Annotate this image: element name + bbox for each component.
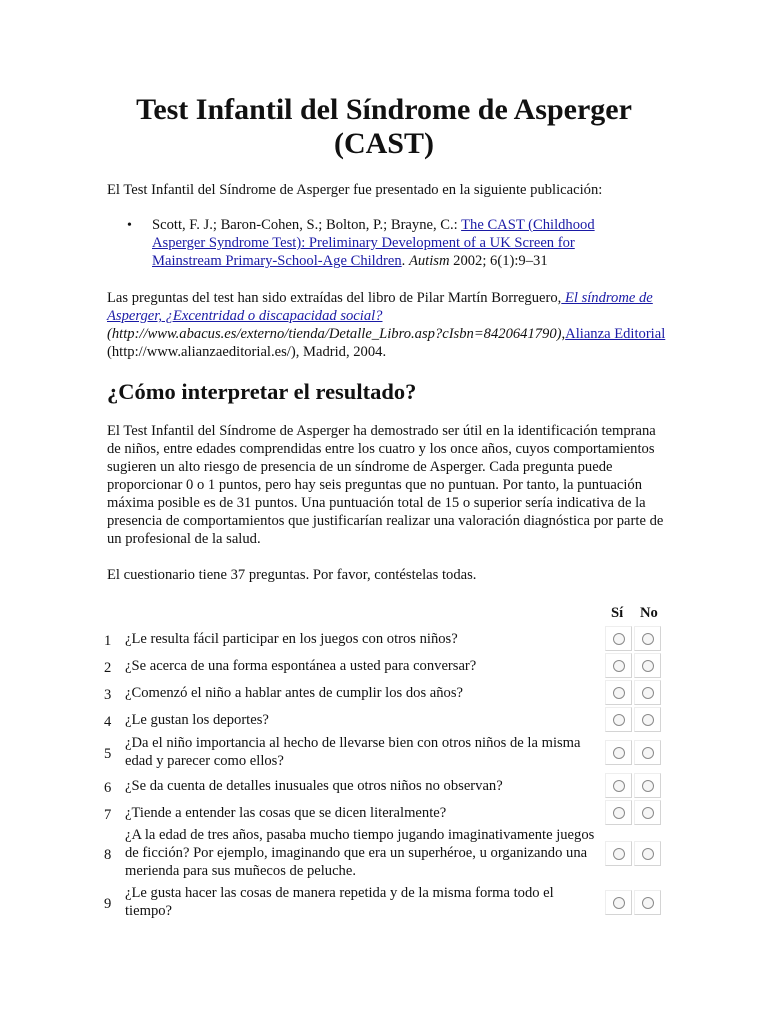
question-row — [0, 826, 768, 880]
question-number: 6 — [104, 780, 112, 796]
yes-cell — [605, 626, 632, 651]
interpretation-paragraph: El Test Infantil del Síndrome de Asperger ha demostrado ser útil en la identificación temprana de niños, entre edades comprendidas entre los cuatro y los once años, cuyos comportamientos sugieren un alto riesgo de presencia de un síndrome de Asperger. Cada pregunta puede proporcionar 0 o 1 puntos, pero hay seis preguntas que no puntuan. Por tanto, la puntuación máxima posible es de 31 puntos. Una puntuación total de 15 o superior sería indicativa de la presencia de comportamientos que justificarían realizar una valoración diagnóstica por parte de un profesional de la salud. — [107, 423, 664, 547]
source-paragraph: Las preguntas del test han sido extraídas del libro de Pilar Martín Borreguero, El síndrome de Asperger, ¿Excentridad o discapacidad social? (http://www.abacus.es/externo/tienda/Detalle_Libro.asp?cIsbn=8420641790),Alianza Editorial (http://www.alianzaeditorial.es/), Madrid, 2004. — [107, 290, 666, 360]
question-row — [0, 707, 768, 732]
question-row — [0, 680, 768, 705]
question-number: 3 — [104, 687, 112, 703]
question-row — [0, 773, 768, 798]
intro-paragraph: El Test Infantil del Síndrome de Asperger fue presentado en la siguiente publicación: — [107, 182, 603, 198]
reference-entry: Scott, F. J.; Baron-Cohen, S.; Bolton, P.; Brayne, C.: The CAST (Childhood Asperger Syndrome Test): Preliminary Development of a UK Screen for Mainstream Primary-School-Age Children. Autism 2002; 6(1):9–31 — [152, 217, 595, 269]
no-cell — [634, 653, 661, 678]
question-text: ¿Comenzó el niño a hablar antes de cumplir los dos años? — [125, 685, 463, 701]
question-text: ¿Le gustan los deportes? — [125, 712, 269, 728]
yes-cell — [605, 773, 632, 798]
section-heading: ¿Cómo interpretar el resultado? — [107, 379, 417, 404]
no-radio-button[interactable] — [642, 660, 654, 672]
question-number: 7 — [104, 807, 112, 823]
book-link[interactable]: El síndrome de Asperger, ¿Excentridad o discapacidad social? — [107, 290, 653, 324]
yes-column-header: Sí — [611, 605, 624, 621]
no-cell — [634, 626, 661, 651]
no-radio-button[interactable] — [642, 714, 654, 726]
reference-journal: Autism — [408, 253, 450, 269]
no-radio-button[interactable] — [642, 897, 654, 909]
yes-radio-button[interactable] — [613, 897, 625, 909]
question-row — [0, 884, 768, 920]
question-number: 1 — [104, 633, 112, 649]
yes-radio-button[interactable] — [613, 714, 625, 726]
question-row — [0, 653, 768, 678]
yes-radio-button[interactable] — [613, 780, 625, 792]
publisher-link[interactable]: Alianza Editorial — [565, 326, 666, 342]
yes-cell — [605, 680, 632, 705]
question-number: 8 — [104, 847, 112, 863]
publisher-url: (http://www.alianzaeditorial.es/), Madrid, 2004. — [107, 344, 387, 360]
yes-radio-button[interactable] — [613, 660, 625, 672]
reference-details: 2002; 6(1):9–31 — [449, 253, 548, 269]
question-text: ¿Se da cuenta de detalles inusuales que otros niños no observan? — [125, 778, 503, 794]
question-row — [0, 734, 768, 770]
no-radio-button[interactable] — [642, 633, 654, 645]
yes-cell — [605, 800, 632, 825]
page-title: Test Infantil del Síndrome de Asperger (CAST) — [136, 93, 632, 160]
question-text: ¿Le gusta hacer las cosas de manera repetida y de la misma forma todo el tiempo? — [125, 885, 554, 919]
yes-cell — [605, 841, 632, 866]
no-radio-button[interactable] — [642, 807, 654, 819]
question-number: 9 — [104, 896, 112, 912]
question-text: ¿A la edad de tres años, pasaba mucho tiempo jugando imaginativamente juegos de ficción? Por ejemplo, imaginando que era un superhéroe, u organizando una merienda para sus muñecos de peluche. — [125, 827, 595, 879]
yes-cell — [605, 707, 632, 732]
yes-radio-button[interactable] — [613, 687, 625, 699]
no-cell — [634, 707, 661, 732]
no-cell — [634, 740, 661, 765]
no-cell — [634, 841, 661, 866]
reference-authors: Scott, F. J.; Baron-Cohen, S.; Bolton, P.; Brayne, C.: — [152, 217, 462, 233]
question-text: ¿Da el niño importancia al hecho de llevarse bien con otros niños de la misma edad y parecer como ellos? — [125, 735, 581, 769]
yes-cell — [605, 653, 632, 678]
no-cell — [634, 890, 661, 915]
yes-radio-button[interactable] — [613, 807, 625, 819]
book-url: (http://www.abacus.es/externo/tienda/Detalle_Libro.asp?cIsbn=8420641790) — [107, 326, 562, 342]
question-text: ¿Le resulta fácil participar en los juegos con otros niños? — [125, 631, 458, 647]
question-row — [0, 626, 768, 651]
no-radio-button[interactable] — [642, 747, 654, 759]
no-radio-button[interactable] — [642, 780, 654, 792]
yes-cell — [605, 890, 632, 915]
question-row — [0, 800, 768, 825]
yes-radio-button[interactable] — [613, 747, 625, 759]
question-number: 2 — [104, 660, 112, 676]
bullet-icon: • — [127, 218, 132, 233]
no-column-header: No — [640, 605, 658, 621]
reference-link[interactable]: The CAST (Childhood Asperger Syndrome Test): Preliminary Development of a UK Screen for Mainstream Primary-School-Age Children — [152, 217, 595, 269]
no-cell — [634, 800, 661, 825]
yes-radio-button[interactable] — [613, 848, 625, 860]
no-radio-button[interactable] — [642, 848, 654, 860]
no-cell — [634, 773, 661, 798]
yes-cell — [605, 740, 632, 765]
yes-radio-button[interactable] — [613, 633, 625, 645]
no-radio-button[interactable] — [642, 687, 654, 699]
question-count-text: El cuestionario tiene 37 preguntas. Por favor, contéstelas todas. — [107, 567, 477, 583]
question-text: ¿Tiende a entender las cosas que se dicen literalmente? — [125, 805, 447, 821]
question-number: 4 — [104, 714, 112, 730]
no-cell — [634, 680, 661, 705]
question-text: ¿Se acerca de una forma espontánea a usted para conversar? — [125, 658, 477, 674]
question-number: 5 — [104, 746, 112, 762]
